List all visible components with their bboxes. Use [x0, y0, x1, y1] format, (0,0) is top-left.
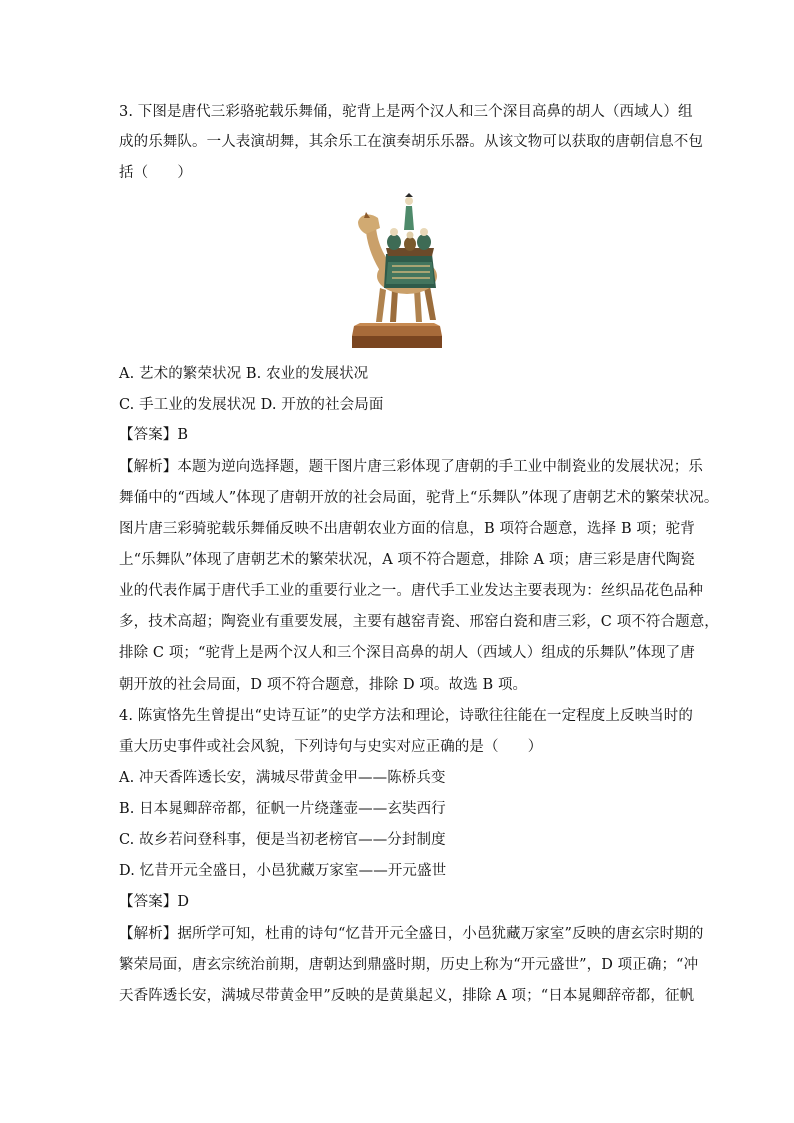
q3-stem-line-3: 括（ ）: [119, 165, 192, 181]
q4-analysis-line-1: 【解析】据所学可知，杜甫的诗句“忆昔开元全盛日，小邑犹藏万家室”反映的唐玄宗时期的: [119, 926, 704, 942]
q4-analysis-line-2: 繁荣局面，唐玄宗统治前期，唐朝达到鼎盛时期，历史上称为“开元盛世”，D 项正确；“冲: [119, 957, 699, 973]
q4-stem-line-2: 重大历史事件或社会风貌，下列诗句与史实对应正确的是（ ）: [119, 739, 543, 755]
q4-option-b: B. 日本晁卿辞帝都，征帆一片绕蓬壶——玄奘西行: [119, 801, 446, 817]
q3-analysis-line-5: 业的代表作属于唐代手工业的重要行业之一。唐代手工业发达主要表现为：丝织品花色品种: [119, 583, 703, 599]
q3-stem-line-1: 3. 下图是唐代三彩骆驼载乐舞俑，驼背上是两个汉人和三个深目高鼻的胡人（西域人）组: [119, 104, 693, 120]
q4-option-c: C. 故乡若问登科事，便是当初老榜官——分封制度: [119, 832, 446, 848]
tang-sancai-camel-figure: [352, 192, 444, 352]
q3-option-line-1: A. 艺术的繁荣状况 B. 农业的发展状况: [119, 366, 369, 382]
q4-option-a: A. 冲天香阵透长安，满城尽带黄金甲——陈桥兵变: [119, 770, 446, 786]
q3-analysis-line-2: 舞俑中的“西域人”体现了唐朝开放的社会局面，驼背上“乐舞队”体现了唐朝艺术的繁荣状况。: [119, 490, 719, 506]
q3-option-line-2: C. 手工业的发展状况 D. 开放的社会局面: [119, 397, 384, 413]
q3-analysis-line-7: 排除 C 项；“驼背上是两个汉人和三个深目高鼻的胡人（西域人）组成的乐舞队”体现了唐: [119, 645, 695, 661]
q3-answer: 【答案】B: [119, 427, 189, 443]
q3-stem-line-2: 成的乐舞队。一人表演胡舞，其余乐工在演奏胡乐乐器。从该文物可以获取的唐朝信息不包: [119, 134, 703, 150]
q3-analysis-line-6: 多，技术高超；陶瓷业有重要发展，主要有越窑青瓷、邢窑白瓷和唐三彩，C 项不符合题意，: [119, 614, 719, 630]
q4-answer: 【答案】D: [119, 894, 190, 910]
q3-analysis-line-8: 朝开放的社会局面，D 项不符合题意，排除 D 项。故选 B 项。: [119, 677, 528, 693]
q4-stem-line-1: 4. 陈寅恪先生曾提出“史诗互证”的史学方法和理论，诗歌往往能在一定程度上反映当时的: [119, 708, 693, 724]
q3-analysis-line-4: 上“乐舞队”体现了唐朝艺术的繁荣状况，A 项不符合题意，排除 A 项；唐三彩是唐代陶瓷: [119, 552, 695, 568]
q3-analysis-line-3: 图片唐三彩骑驼载乐舞俑反映不出唐朝农业方面的信息，B 项符合题意，选择 B 项；驼背: [119, 521, 695, 537]
q4-option-d: D. 忆昔开元全盛日，小邑犹藏万家室——开元盛世: [119, 863, 447, 879]
q4-analysis-line-3: 天香阵透长安，满城尽带黄金甲”反映的是黄巢起义，排除 A 项；“日本晁卿辞帝都，征帆: [119, 988, 695, 1004]
q3-analysis-line-1: 【解析】本题为逆向选择题，题干图片唐三彩体现了唐朝的手工业中制瓷业的发展状况；乐: [119, 459, 703, 475]
